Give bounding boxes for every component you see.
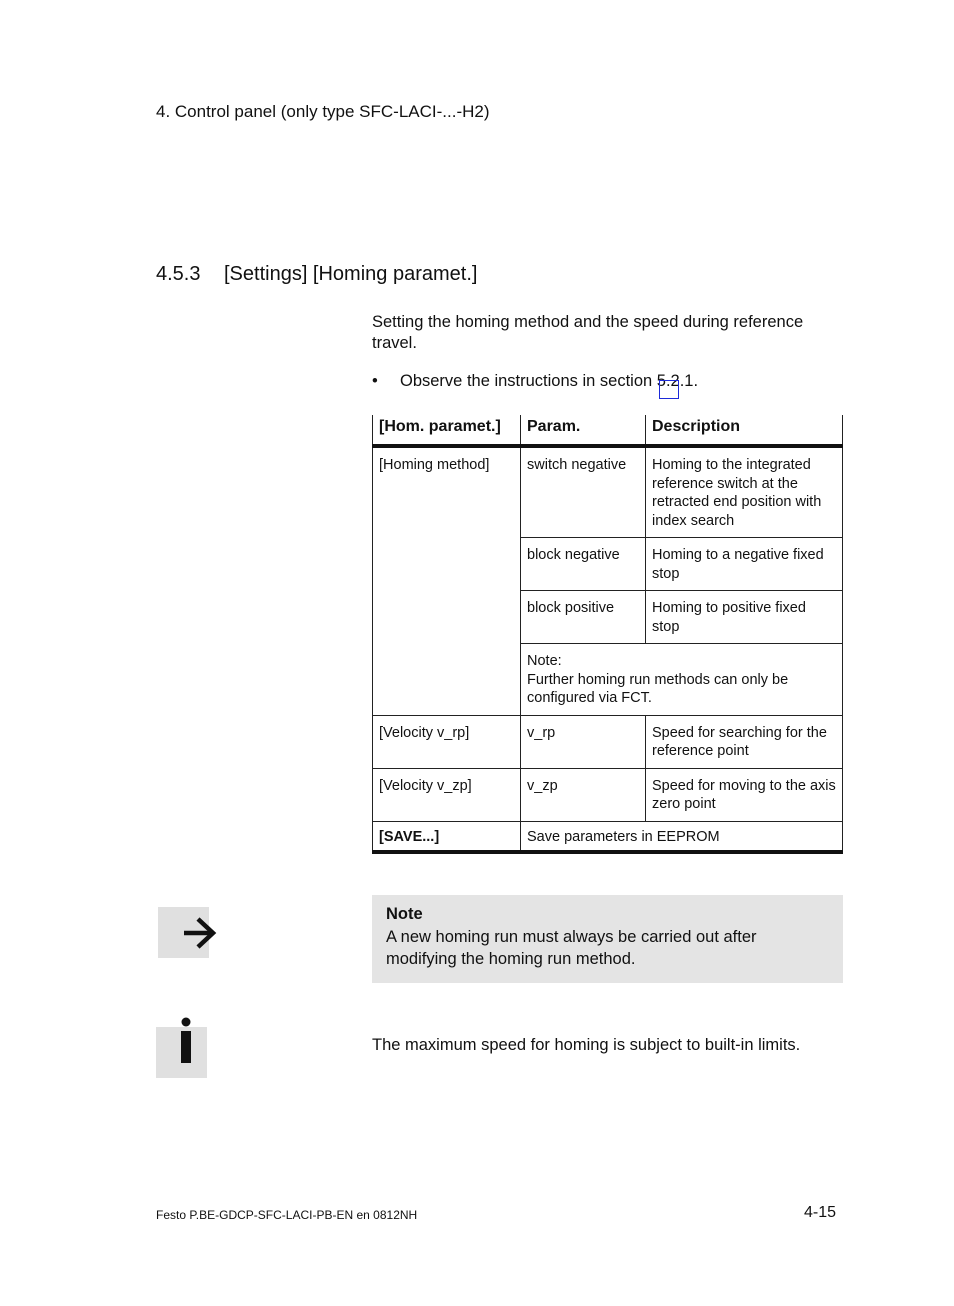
info-icon-graphic — [178, 1017, 194, 1065]
table-row — [373, 768, 843, 821]
description-cell: Speed for searching for the reference point — [646, 715, 843, 768]
table-header-row — [373, 415, 843, 446]
param-cell: v_rp — [521, 715, 646, 768]
table-row — [373, 715, 843, 768]
section-heading — [156, 263, 477, 286]
info-text: The maximum speed for homing is subject to built-in limits. — [372, 1036, 801, 1054]
param-cell: block positive — [521, 591, 646, 644]
bullet-text: Observe the instructions in section 5.2.1. — [400, 372, 699, 390]
homing-note-cell — [521, 644, 843, 716]
save-label: [SAVE...] — [373, 821, 521, 852]
description-cell: Homing to a negative fixed stop — [646, 538, 843, 591]
table-row — [373, 446, 843, 538]
homing-parameters-table — [372, 415, 843, 854]
page-number: 4-15 — [804, 1204, 837, 1221]
bullet-symbol: • — [372, 372, 378, 390]
description-cell: Homing to the integrated reference switch at the retracted end position with index search — [646, 446, 843, 538]
table-row — [373, 821, 843, 852]
homing-note-title: Note: — [527, 653, 562, 669]
homing-method-label: [Homing method] — [373, 446, 521, 715]
header-hom-paramet: [Hom. paramet.] — [373, 415, 521, 446]
velocity-rp-label: [Velocity v_rp] — [373, 715, 521, 768]
bullet-item — [372, 372, 698, 391]
section-title: [Settings] [Homing paramet.] — [224, 263, 478, 285]
description-cell: Homing to positive fixed stop — [646, 591, 843, 644]
footer-document-id: Festo P.BE-GDCP-SFC-LACI-PB-EN en 0812NH — [156, 1208, 418, 1222]
velocity-zp-label: [Velocity v_zp] — [373, 768, 521, 821]
note-text: A new homing run must always be carried out after modifying the homing run method. — [386, 928, 757, 968]
arrow-right-icon-graphic — [180, 913, 220, 953]
param-cell: block negative — [521, 538, 646, 591]
param-cell: switch negative — [521, 446, 646, 538]
description-cell: Speed for moving to the axis zero point — [646, 768, 843, 821]
section-number: 4.5.3 — [156, 263, 201, 285]
homing-note-text: Further homing run methods can only be configured via FCT. — [527, 671, 789, 706]
header-param: Param. — [521, 415, 646, 446]
param-cell: v_zp — [521, 768, 646, 821]
chapter-header: 4. Control panel (only type SFC-LACI-...-H2) — [156, 102, 490, 121]
section-link-highlight[interactable] — [659, 380, 679, 399]
header-description: Description — [646, 415, 843, 446]
save-description: Save parameters in EEPROM — [521, 821, 843, 852]
info-icon — [156, 1027, 207, 1078]
intro-paragraph: Setting the homing method and the speed during reference travel. — [372, 313, 804, 352]
arrow-right-icon — [158, 907, 209, 958]
note-title: Note — [386, 905, 423, 923]
